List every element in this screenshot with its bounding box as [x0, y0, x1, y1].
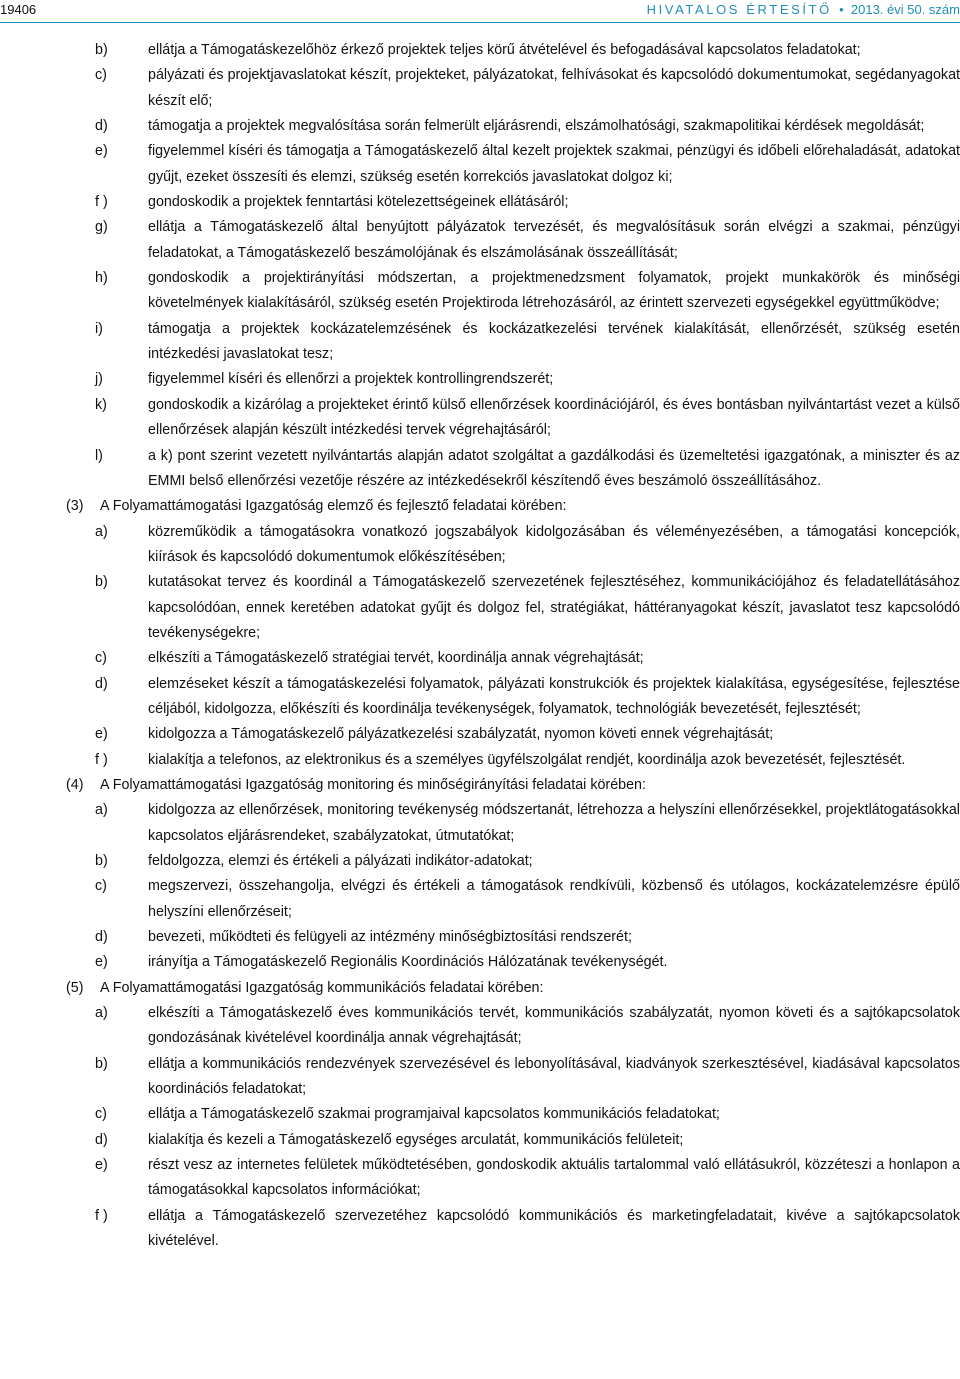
- section-text: A Folyamattámogatási Igazgatóság elemző és fejlesztő feladatai körében:: [100, 498, 567, 515]
- item-text: figyelemmel kíséri és támogatja a Támogatáskezelő által kezelt projektek szakmai, pénzügyi és időbeli előrehaladását, adatokat gyűjt, ezeket összesíti és elemzi, szükség esetén korrekciós javaslatokat dolgoz ki;: [148, 143, 960, 185]
- item-label: a): [95, 1005, 108, 1022]
- item-label: f ): [95, 194, 108, 211]
- list-item: [0, 1153, 960, 1204]
- list-item: [0, 444, 960, 495]
- journal-title: [647, 2, 960, 18]
- item-text: gondoskodik a kizárólag a projekteket érintő külső ellenőrzések koordinációjáról, és éves bontásban nyilvántartást vezet a külső ellenőrzések alapján készült intézkedési tervek végrehajtásáról;: [148, 396, 960, 439]
- section-text: A Folyamattámogatási Igazgatóság kommunikációs feladatai körében:: [100, 979, 544, 996]
- item-label: c): [95, 1106, 107, 1123]
- list-item: [0, 874, 960, 925]
- item-label: g): [95, 219, 108, 236]
- item-text: megszervezi, összehangolja, elvégzi és értékeli a támogatások rendkívüli, közbenső és utólagos, kockázatelemzésre épülő helyszíni ellenőrzéseit;: [148, 878, 960, 920]
- item-label: b): [95, 1055, 108, 1072]
- item-label: b): [95, 853, 108, 869]
- section-heading: [0, 976, 960, 1001]
- item-text: közreműködik a támogatásokra vonatkozó jogszabályok kidolgozásában és véleményezésében, a támogatási koncepciók, kiírások és kapcsolódó dokumentumok előkészítésében;: [148, 523, 960, 565]
- list-item: [0, 215, 960, 266]
- item-label: i): [95, 320, 103, 337]
- item-text: kidolgozza a Támogatáskezelő pályázatkezelési szabályzatát, nyomon követi ennek végrehajtását;: [148, 726, 774, 743]
- list-item: [0, 1001, 960, 1052]
- section-number: (4): [66, 776, 84, 793]
- item-text: bevezeti, működteti és felügyeli az intézmény minőségbiztosítási rendszerét;: [148, 929, 632, 946]
- section-number: (5): [66, 979, 84, 996]
- list-item: [0, 367, 960, 392]
- item-label: f ): [95, 1207, 108, 1224]
- item-label: d): [95, 675, 108, 692]
- item-label: c): [95, 878, 107, 895]
- header-divider: [0, 22, 960, 23]
- list-item: [0, 925, 960, 950]
- list-item: [0, 748, 960, 773]
- item-text: kialakítja és kezeli a Támogatáskezelő egységes arculatát, kommunikációs felületeit;: [148, 1131, 684, 1148]
- item-text: pályázati és projektjavaslatokat készít, projekteket, pályázatokat, felhívásokat és kapcsolódó dokumentumokat, segédanyagokat készít elő;: [148, 67, 960, 109]
- list-item: [0, 1102, 960, 1127]
- list-item: [0, 798, 960, 849]
- item-label: d): [95, 929, 108, 946]
- list-item: [0, 1128, 960, 1153]
- item-text: elkészíti a Támogatáskezelő stratégiai tervét, koordinálja annak végrehajtását;: [148, 650, 644, 667]
- section-heading: [0, 773, 960, 798]
- item-label: c): [95, 650, 107, 667]
- list-item: [0, 63, 960, 114]
- list-item: [0, 317, 960, 368]
- item-label: a): [95, 523, 108, 540]
- item-text: kutatásokat tervez és koordinál a Támogatáskezelő szervezetének fejlesztéséhez, kommunikációjához és feladatellátásához kapcsolódóan, ennek keretében adatokat gyűjt és dolgoz fel, stratégiákat, háttéranyagokat készít, javaslatot tesz kapcsolódó tevékenységekre;: [148, 574, 960, 641]
- list-item: [0, 266, 960, 317]
- list-item: [0, 672, 960, 723]
- item-text: elemzéseket készít a támogatáskezelési folyamatok, pályázati konstrukciók és projektek kialakítása, egységesítése, fejlesztése céljából, kidolgozza, előkészíti és koordinálja tevékenységek, folyamatok, technológiák bevezetését, fejlesztését;: [148, 675, 960, 717]
- list-item: [0, 520, 960, 571]
- list-item: [0, 190, 960, 215]
- list-item: [0, 1052, 960, 1103]
- list-item: [0, 646, 960, 671]
- page-header: [0, 0, 960, 24]
- list-item: [0, 139, 960, 190]
- item-text: támogatja a projektek megvalósítása során felmerült eljárásrendi, elszámolhatósági, szakmapolitikai kérdések megoldását;: [148, 118, 925, 135]
- section-text: A Folyamattámogatási Igazgatóság monitoring és minőségirányítási feladatai körében:: [100, 776, 646, 793]
- item-text: ellátja a Támogatáskezelőhöz érkező projektek teljes körű átvételével és befogadásával kapcsolatos feladatokat;: [148, 42, 861, 58]
- list-item: [0, 38, 960, 63]
- item-label: h): [95, 270, 108, 287]
- item-label: f ): [95, 751, 108, 768]
- item-text: elkészíti a Támogatáskezelő éves kommunikációs tervét, kommunikációs szabályzatát, nyomon követi és a sajtókapcsolatok gondozásának kivételével koordinálja annak végrehajtását;: [148, 1005, 960, 1047]
- item-label: j): [95, 371, 103, 388]
- item-label: k): [95, 396, 107, 413]
- list-item: [0, 114, 960, 139]
- item-text: támogatja a projektek kockázatelemzésének és kockázatkezelési tervének kialakítását, ellenőrzését, szükség esetén intézkedési javaslatokat tesz;: [148, 320, 960, 363]
- section-number: (3): [66, 498, 84, 515]
- list-item: [0, 393, 960, 444]
- item-text: ellátja a kommunikációs rendezvények szervezésével és lebonyolításával, kiadványok szerkesztésével, kiadásával kapcsolatos koordinációs feladatokat;: [148, 1055, 960, 1098]
- item-label: e): [95, 143, 108, 160]
- header-bullet: •: [839, 2, 844, 17]
- item-text: feldolgozza, elemzi és értékeli a pályázati indikátor-adatokat;: [148, 853, 533, 869]
- item-text: ellátja a Támogatáskezelő szervezetéhez kapcsolódó kommunikációs és marketingfeladatait, kivéve a sajtókapcsolatok kivételével.: [148, 1207, 960, 1250]
- list-item: [0, 570, 960, 646]
- item-text: kialakítja a telefonos, az elektronikus és a személyes ügyfélszolgálat rendjét, koordinálja azok bevezetését, fejlesztését.: [148, 751, 906, 768]
- item-text: kidolgozza az ellenőrzések, monitoring tevékenység módszertanát, létrehozza a helyszíni ellenőrzésekkel, projektlátogatásokkal kapcsolatos eljárásrendeket, szabályzatokat, útmutatókat;: [148, 802, 960, 844]
- item-text: ellátja a Támogatáskezelő szakmai programjaival kapcsolatos kommunikációs feladatokat;: [148, 1106, 720, 1123]
- item-label: e): [95, 726, 108, 743]
- item-text: gondoskodik a projektek fenntartási kötelezettségeinek ellátásáról;: [148, 194, 569, 211]
- item-text: gondoskodik a projektirányítási módszertan, a projektmenedzsment folyamatok, projekt munkakörök és minőségi követelmények kialakításáról, szükség esetén Projektiroda létrehozásáról, az érintett szervezeti egységekkel együttműködve;: [148, 270, 960, 312]
- item-text: a k) pont szerint vezetett nyilvántartás alapján adatot szolgáltat a gazdálkodási és üzemeltetési igazgatónak, a miniszter és az EMMI belső ellenőrzési vezetője részére az intézkedésekről készítendő éves beszámoló összeállításához.: [148, 447, 960, 489]
- item-label: a): [95, 802, 108, 819]
- list-item: [0, 1204, 960, 1255]
- document-body: [0, 38, 960, 1255]
- list-item: [0, 849, 960, 874]
- item-label: l): [95, 447, 103, 464]
- journal-issue: 2013. évi 50. szám: [850, 2, 960, 17]
- item-text: ellátja a Támogatáskezelő által benyújtott pályázatok tervezését, és megvalósításuk során elvégzi a szakmai, pénzügyi feladatokat, a Támogatáskezelő beszámolójának és elszámolásának összeállítását;: [148, 219, 960, 261]
- item-label: d): [95, 118, 108, 135]
- item-label: e): [95, 1157, 108, 1174]
- item-label: b): [95, 574, 108, 591]
- item-label: c): [95, 67, 107, 84]
- item-label: b): [95, 42, 108, 58]
- page-number: 19406: [0, 2, 37, 17]
- item-label: d): [95, 1131, 108, 1148]
- item-text: irányítja a Támogatáskezelő Regionális Koordinációs Hálózatának tevékenységét.: [148, 954, 668, 971]
- item-label: e): [95, 954, 108, 971]
- list-item: [0, 950, 960, 975]
- list-item: [0, 722, 960, 747]
- journal-name: HIVATALOS ÉRTESÍTŐ: [646, 2, 832, 17]
- section-heading: [0, 494, 960, 519]
- item-text: részt vesz az internetes felületek működtetésében, gondoskodik aktuális tartalommal való ellátásukról, közzéteszi a honlapon a támogatásokkal kapcsolatos információkat;: [148, 1157, 960, 1199]
- item-text: figyelemmel kíséri és ellenőrzi a projektek kontrollingrendszerét;: [148, 371, 554, 388]
